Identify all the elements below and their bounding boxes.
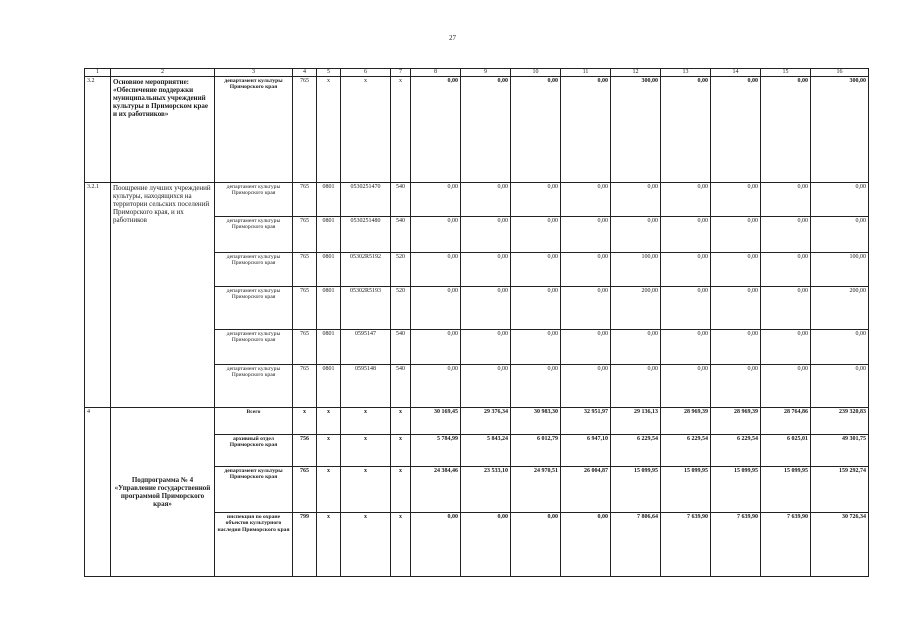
grbs-code: 756 [293,434,317,466]
vr-code: 540 [391,182,411,216]
value-cell: 0,00 [511,252,561,286]
value-cell: 0,00 [511,76,561,182]
rzpr-code: 0801 [317,216,341,252]
value-cell: 0,00 [411,364,461,407]
value-cell: 0,00 [561,252,611,286]
value-cell: 0,00 [661,216,711,252]
value-cell: 0,00 [711,182,761,216]
vr-code: х [391,466,411,512]
executor: архивный отдел Приморского края [215,434,293,466]
value-cell: 300,00 [811,76,869,182]
value-cell: 0,00 [511,329,561,364]
col-header: 16 [811,69,869,77]
value-cell: 0,00 [511,512,561,576]
executor: департамент культуры Приморского края [215,76,293,182]
value-cell: 0,00 [611,364,661,407]
executor: департамент культуры Приморского края [215,364,293,407]
value-cell: 0,00 [711,286,761,329]
value-cell: 0,00 [661,76,711,182]
vr-code: 520 [391,252,411,286]
value-cell: 0,00 [461,216,511,252]
csr-code: 05302R5193 [341,286,391,329]
csr-code: х [341,434,391,466]
col-header: 5 [317,69,341,77]
value-cell: 0,00 [811,364,869,407]
value-cell: 15 099,95 [711,466,761,512]
value-cell: 0,00 [661,364,711,407]
rzpr-code: 0801 [317,182,341,216]
value-cell: 200,00 [611,286,661,329]
value-cell: 24 970,51 [511,466,561,512]
csr-code: 0530251470 [341,182,391,216]
value-cell: 30 169,45 [411,407,461,434]
table-row [85,182,869,216]
col-header: 4 [293,69,317,77]
value-cell: 6 012,79 [511,434,561,466]
executor: Всего [215,407,293,434]
value-cell: 6 025,01 [761,434,811,466]
value-cell: 6 229,54 [711,434,761,466]
rzpr-code: х [317,407,341,434]
value-cell: 30 726,34 [811,512,869,576]
value-cell: 300,00 [611,76,661,182]
value-cell: 7 639,90 [761,512,811,576]
rzpr-code: х [317,76,341,182]
value-cell: 0,00 [711,252,761,286]
value-cell: 0,00 [461,364,511,407]
csr-code: х [341,466,391,512]
grbs-code: 765 [293,216,317,252]
value-cell: 7 639,90 [661,512,711,576]
row-number: 4 [85,407,111,576]
value-cell: 0,00 [411,512,461,576]
value-cell: 7 806,64 [611,512,661,576]
value-cell: 0,00 [611,182,661,216]
value-cell: 0,00 [511,286,561,329]
value-cell: 0,00 [661,182,711,216]
value-cell: 0,00 [561,216,611,252]
value-cell: 0,00 [461,76,511,182]
grbs-code: 765 [293,329,317,364]
row-number: 3.2 [85,76,111,182]
col-header: 14 [711,69,761,77]
executor: департамент культуры Приморского края [215,286,293,329]
csr-code: 0595147 [341,329,391,364]
grbs-code: 765 [293,364,317,407]
vr-code: х [391,76,411,182]
value-cell: 0,00 [761,216,811,252]
csr-code: х [341,76,391,182]
col-header: 12 [611,69,661,77]
value-cell: 0,00 [761,76,811,182]
value-cell: 0,00 [761,252,811,286]
rzpr-code: 0801 [317,286,341,329]
value-cell: 0,00 [561,76,611,182]
value-cell: 28 969,39 [711,407,761,434]
vr-code: х [391,512,411,576]
value-cell: 0,00 [461,252,511,286]
csr-code: 05302R5192 [341,252,391,286]
value-cell: 15 099,95 [661,466,711,512]
value-cell: 0,00 [711,329,761,364]
executor: департамент культуры Приморского края [215,216,293,252]
value-cell: 0,00 [811,216,869,252]
col-header: 2 [111,69,215,77]
col-header: 13 [661,69,711,77]
value-cell: 0,00 [511,182,561,216]
grbs-code: 765 [293,252,317,286]
value-cell: 159 292,74 [811,466,869,512]
value-cell: 0,00 [411,182,461,216]
value-cell: 29 376,34 [461,407,511,434]
value-cell: 49 301,75 [811,434,869,466]
value-cell: 0,00 [511,216,561,252]
col-header: 11 [561,69,611,77]
col-header: 8 [411,69,461,77]
value-cell: 30 983,30 [511,407,561,434]
executor: инспекция по охране объектов культурного наследия Приморского края [215,512,293,576]
grbs-code: 765 [293,466,317,512]
value-cell: 0,00 [461,329,511,364]
col-header: 15 [761,69,811,77]
value-cell: 0,00 [811,329,869,364]
value-cell: 0,00 [461,182,511,216]
value-cell: 0,00 [661,286,711,329]
value-cell: 29 136,13 [611,407,661,434]
grbs-code: х [293,407,317,434]
value-cell: 0,00 [761,329,811,364]
csr-code: 0595148 [341,364,391,407]
value-cell: 0,00 [511,364,561,407]
col-header: 6 [341,69,391,77]
rzpr-code: х [317,466,341,512]
value-cell: 0,00 [461,512,511,576]
row-number: 3.2.1 [85,182,111,407]
subprogram-name: Подпрограмма № 4 «Управление государственной программой Приморского края» [111,407,215,576]
value-cell: 0,00 [461,286,511,329]
value-cell: 0,00 [561,286,611,329]
rzpr-code: 0801 [317,364,341,407]
value-cell: 23 533,10 [461,466,511,512]
executor: департамент культуры Приморского края [215,252,293,286]
value-cell: 0,00 [561,364,611,407]
value-cell: 0,00 [611,216,661,252]
value-cell: 0,00 [561,329,611,364]
value-cell: 28 764,86 [761,407,811,434]
page-number: 27 [449,34,456,42]
value-cell: 28 969,39 [661,407,711,434]
column-number-row [85,69,869,77]
grbs-code: 765 [293,286,317,329]
value-cell: 0,00 [761,182,811,216]
value-cell: 0,00 [761,286,811,329]
value-cell: 6 947,10 [561,434,611,466]
value-cell: 15 099,95 [611,466,661,512]
vr-code: 520 [391,286,411,329]
vr-code: х [391,434,411,466]
rzpr-code: 0801 [317,329,341,364]
table-row [85,407,869,434]
value-cell: 0,00 [411,329,461,364]
value-cell: 0,00 [411,286,461,329]
grbs-code: 799 [293,512,317,576]
value-cell: 5 784,99 [411,434,461,466]
csr-code: х [341,407,391,434]
value-cell: 0,00 [811,182,869,216]
value-cell: 0,00 [761,364,811,407]
vr-code: 540 [391,329,411,364]
executor: департамент культуры Приморского края [215,182,293,216]
value-cell: 0,00 [411,76,461,182]
value-cell: 239 320,83 [811,407,869,434]
value-cell: 0,00 [611,329,661,364]
value-cell: 0,00 [711,364,761,407]
value-cell: 200,00 [811,286,869,329]
csr-code: 0530251480 [341,216,391,252]
rzpr-code: 0801 [317,252,341,286]
value-cell: 5 843,24 [461,434,511,466]
grbs-code: 765 [293,76,317,182]
value-cell: 0,00 [711,216,761,252]
value-cell: 0,00 [411,216,461,252]
rzpr-code: х [317,512,341,576]
rzpr-code: х [317,434,341,466]
value-cell: 32 951,97 [561,407,611,434]
activity-name: Основное мероприятие: «Обеспечение поддержки муниципальных учреждений культуры в Приморском крае и их работников» [111,76,215,182]
value-cell: 0,00 [411,252,461,286]
vr-code: 540 [391,216,411,252]
value-cell: 0,00 [711,76,761,182]
value-cell: 7 639,90 [711,512,761,576]
budget-table [84,68,869,577]
value-cell: 6 229,54 [661,434,711,466]
vr-code: 540 [391,364,411,407]
csr-code: х [341,512,391,576]
grbs-code: 765 [293,182,317,216]
table-row [85,76,869,182]
value-cell: 0,00 [561,512,611,576]
value-cell: 6 229,54 [611,434,661,466]
executor: департамент культуры Приморского края [215,329,293,364]
col-header: 1 [85,69,111,77]
value-cell: 26 004,87 [561,466,611,512]
executor: департамент культуры Приморского края [215,466,293,512]
col-header: 10 [511,69,561,77]
value-cell: 0,00 [661,252,711,286]
value-cell: 24 384,46 [411,466,461,512]
value-cell: 100,00 [611,252,661,286]
value-cell: 15 099,95 [761,466,811,512]
value-cell: 0,00 [661,329,711,364]
activity-name: Поощрение лучших учреждений культуры, находящихся на территории сельских поселений Приморского края, и их работников [111,182,215,407]
col-header: 9 [461,69,511,77]
col-header: 7 [391,69,411,77]
value-cell: 0,00 [561,182,611,216]
col-header: 3 [215,69,293,77]
vr-code: х [391,407,411,434]
value-cell: 100,00 [811,252,869,286]
